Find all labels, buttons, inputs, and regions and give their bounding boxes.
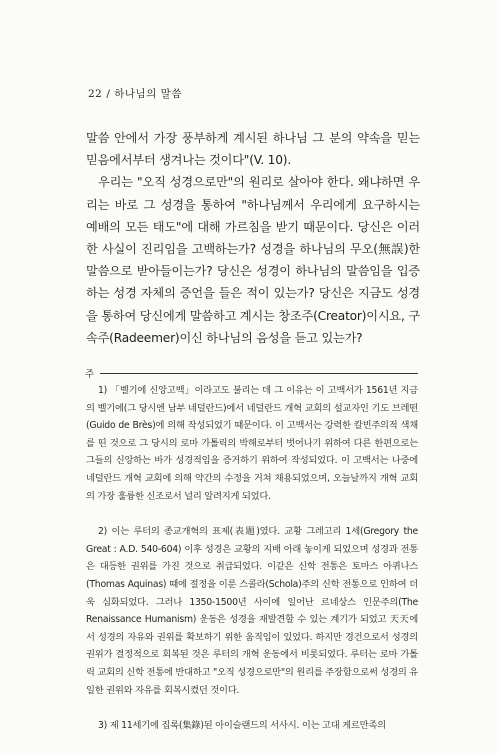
page-number-slash: / bbox=[106, 88, 115, 100]
body-paragraph: 우리는 "오직 성경으로만"의 원리로 살아야 한다. 왜냐하면 우리는 바로 그 성경을 통하여 "하나님께서 우리에게 요구하시는 예배의 모든 태도"에 대해 가르침을 받기 때문이다. 당신은 이러한 사실이 진리임을 고백하는가? 성경을 하나님의 무오(無誤)한 말씀으로 받아들이는가? 당신은 성경이 하나님의 말씀임을 입증하는 성경 자체의 증언을 들은 적이 있는가? 당신은 지금도 성경을 통하여 당신에게 말씀하고 계시는 창조주(Creator)이시요, 구속주(Radeemer)이신 하나님의 음성을 듣고 있는가? bbox=[86, 175, 420, 345]
body-paragraph: 말씀 안에서 가장 풍부하게 계시된 하나님 그 분의 약속을 믿는 믿음에서부터 생겨나는 것이다"(V. 10). bbox=[86, 131, 420, 168]
footnote-separator bbox=[85, 367, 418, 379]
footnote-item: 2) 이는 루터의 종교개혁의 표제(表題)였다. 교황 그레고리 1세(Gregory the Great : A.D. 540-604) 이후 성경은 교황의 지배 아래 놓이게 되었으며 성경과 전통은 대등한 권위를 가진 것으로 취급되었다. 이같은 신학 전통은 토마스 아퀴나스(Thomas Aquinas) 때에 절정을 이룬 스콜라(Schola)주의 신학 전통으로 인하여 더욱 심화되었다. 그러나 1350-1500년 사이에 일어난 르네상스 인문주의(The Renaissance Humanism) 운동은 성경을 재발견할 수 있는 계기가 되었고 天天에서 성경의 자유와 권위를 확보하기 위한 움직임이 있었다. 하지만 경건으로서 성경의 권위가 결정적으로 회복된 것은 루터의 개혁 운동에서 비롯되었다. 루터는 로마 가톨릭 교회의 신학 전통에 반대하고 "오직 성경으로만"의 원리를 주장함으로써 성경의 유일한 권위와 자유를 회복시켰던 것이다. bbox=[86, 526, 418, 696]
body-text bbox=[86, 127, 420, 349]
running-header bbox=[88, 86, 182, 101]
footnotes bbox=[86, 382, 418, 753]
running-title: 하나님의 말씀 bbox=[114, 88, 182, 100]
footnote-rule-line bbox=[100, 373, 418, 374]
footnote-item: 3) 제 11세기에 집록(集錄)된 아이슬랜드의 서사시. 이는 고대 게르만족의 bbox=[98, 720, 386, 732]
footnote-item: 1) 「벨기에 신앙고백」이라고도 불리는 데 그 이유는 이 고백서가 1561년 지금의 벨기에(그 당시엔 남부 네덜란드)에서 네덜란드 개혁 교회의 설교자인 기도 브레떤(Guido de Brès)에 의해 작성되었기 때문이다. 이 고백서는 강력한 칼빈주의적 색채를 띤 것으로 그 당시의 로마 가톨릭의 박해로부터 벗어나기 위하여 다른 한편으로는 그들의 신앙하는 바가 성경적임을 증거하기 위하여 작성되었다. 이 고백서는 나중에 네덜란드 개혁 교회에 의해 약간의 수정을 거쳐 채용되었으며, 오늘날까지 개혁 교회의 가장 훌륭한 신조로서 널리 알려지게 되었다. bbox=[86, 385, 418, 502]
footnote-marker: 주 bbox=[85, 369, 95, 380]
page-number: 22 bbox=[88, 88, 103, 100]
